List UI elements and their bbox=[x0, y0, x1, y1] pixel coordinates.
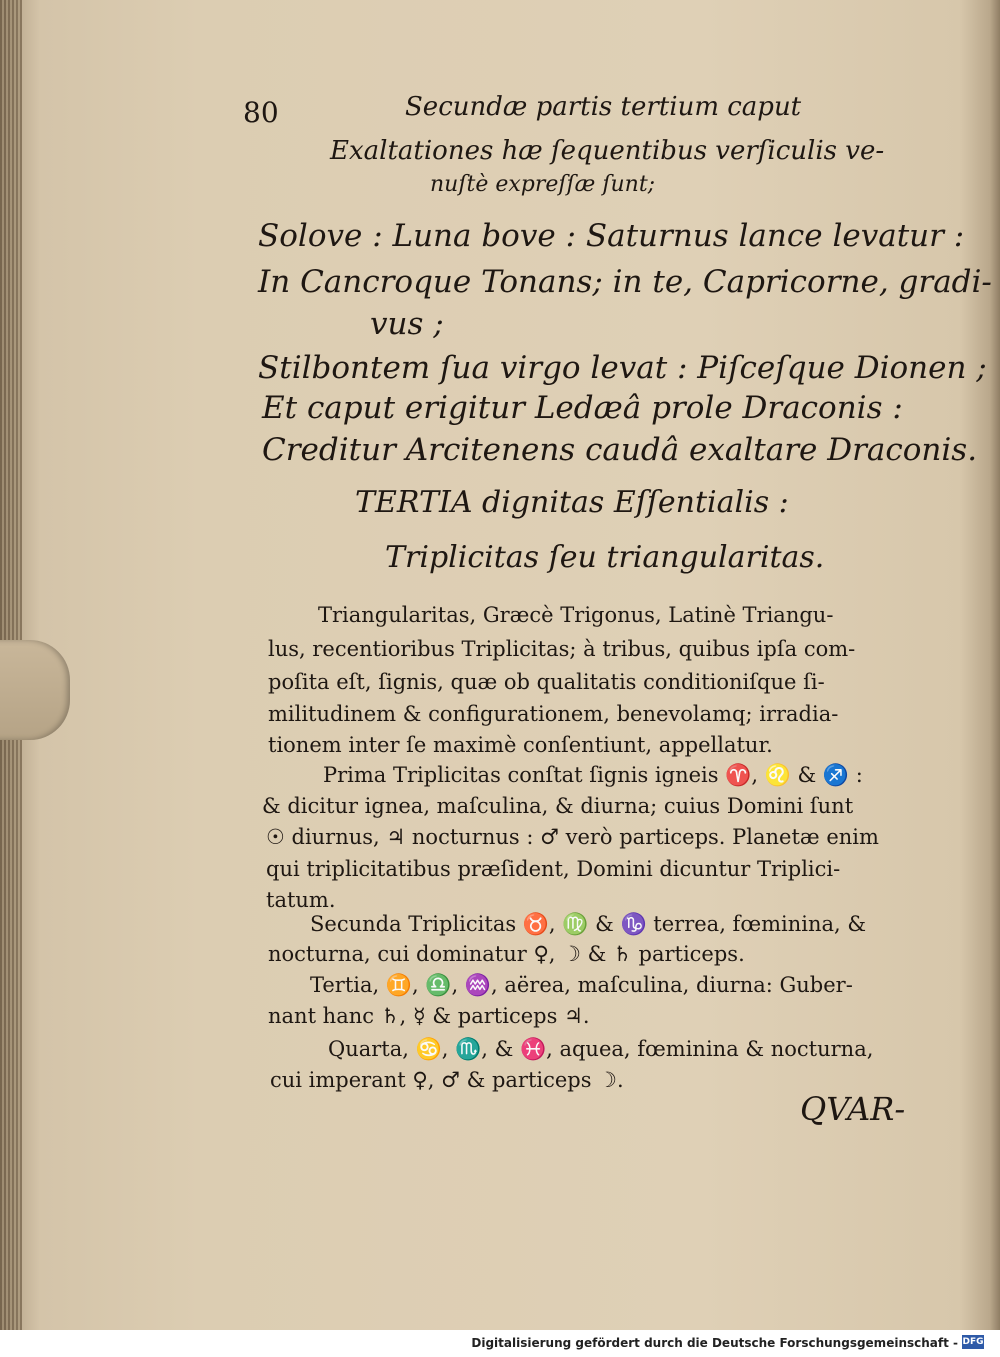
page-number: 80 bbox=[243, 96, 279, 129]
body-line-10: tatum. bbox=[266, 888, 336, 912]
verse-line-3: vus ; bbox=[370, 306, 444, 342]
intro-line-1: Exaltationes hæ ſequentibus verſiculis ve- bbox=[330, 136, 885, 166]
body-line-11: Secunda Triplicitas ♉, ♍ & ♑ terrea, fœminina, & bbox=[310, 912, 867, 936]
body-line-3: poſita eſt, ſignis, quæ ob qualitatis conditioniſque ſi- bbox=[268, 670, 825, 694]
intro-line-2: nuſtè expreſſæ ſunt; bbox=[430, 172, 656, 197]
dfg-logo-icon: DFG bbox=[962, 1337, 984, 1347]
verse-line-5: Et caput erigitur Ledæâ prole Draconis : bbox=[262, 390, 903, 426]
verse-line-6: Creditur Arcitenens caudâ exaltare Draconis. bbox=[262, 432, 978, 468]
body-line-9: qui triplicitatibus præſident, Domini dicuntur Triplici- bbox=[266, 857, 841, 881]
verse-line-4: Stilbontem ſua virgo levat : Piſceſque Dionen ; bbox=[258, 350, 987, 386]
body-line-14: nant hanc ♄, ☿ & particeps ♃. bbox=[268, 1004, 590, 1028]
body-line-16: cui imperant ♀, ♂ & particeps ☽. bbox=[270, 1068, 624, 1092]
body-line-8: ☉ diurnus, ♃ nocturnus : ♂ verò particeps. Planetæ enim bbox=[266, 825, 879, 849]
body-line-12: nocturna, cui dominatur ♀, ☽ & ♄ particeps. bbox=[268, 942, 745, 966]
catchword: QVAR- bbox=[800, 1090, 906, 1128]
section-heading: TERTIA dignitas Eſſentialis : bbox=[355, 485, 789, 520]
verse-line-2: In Cancroque Tonans; in te, Capricorne, gradi- bbox=[258, 264, 992, 300]
body-line-6: Prima Triplicitas conſtat ſignis igneis ♈, ♌ & ♐ : bbox=[323, 763, 863, 787]
body-line-5: tionem inter ſe maximè conſentiunt, appellatur. bbox=[268, 733, 773, 757]
body-line-15: Quarta, ♋, ♏, & ♓, aquea, fœminina & nocturna, bbox=[328, 1037, 874, 1061]
body-line-2: lus, recentioribus Triplicitas; à tribus, quibus ipſa com- bbox=[268, 637, 856, 661]
body-line-13: Tertia, ♊, ♎, ♒, aërea, maſculina, diurna: Guber- bbox=[310, 973, 853, 997]
running-head: Secundæ partis tertium caput bbox=[405, 92, 802, 122]
verse-line-1: Solove : Luna bove : Saturnus lance levatur : bbox=[258, 218, 965, 254]
body-line-1: Triangularitas, Græcè Trigonus, Latinè Triangu- bbox=[318, 603, 834, 627]
book-clip bbox=[0, 640, 70, 740]
footer-credit: Digitalisierung gefördert durch die Deutsche Forschungsgemeinschaft - bbox=[471, 1336, 958, 1350]
body-line-7: & dicitur ignea, maſculina, & diurna; cuius Domini ſunt bbox=[262, 794, 854, 818]
body-line-4: militudinem & configurationem, benevolamq; irradia- bbox=[268, 702, 839, 726]
section-subheading: Triplicitas ſeu triangularitas. bbox=[385, 540, 825, 575]
